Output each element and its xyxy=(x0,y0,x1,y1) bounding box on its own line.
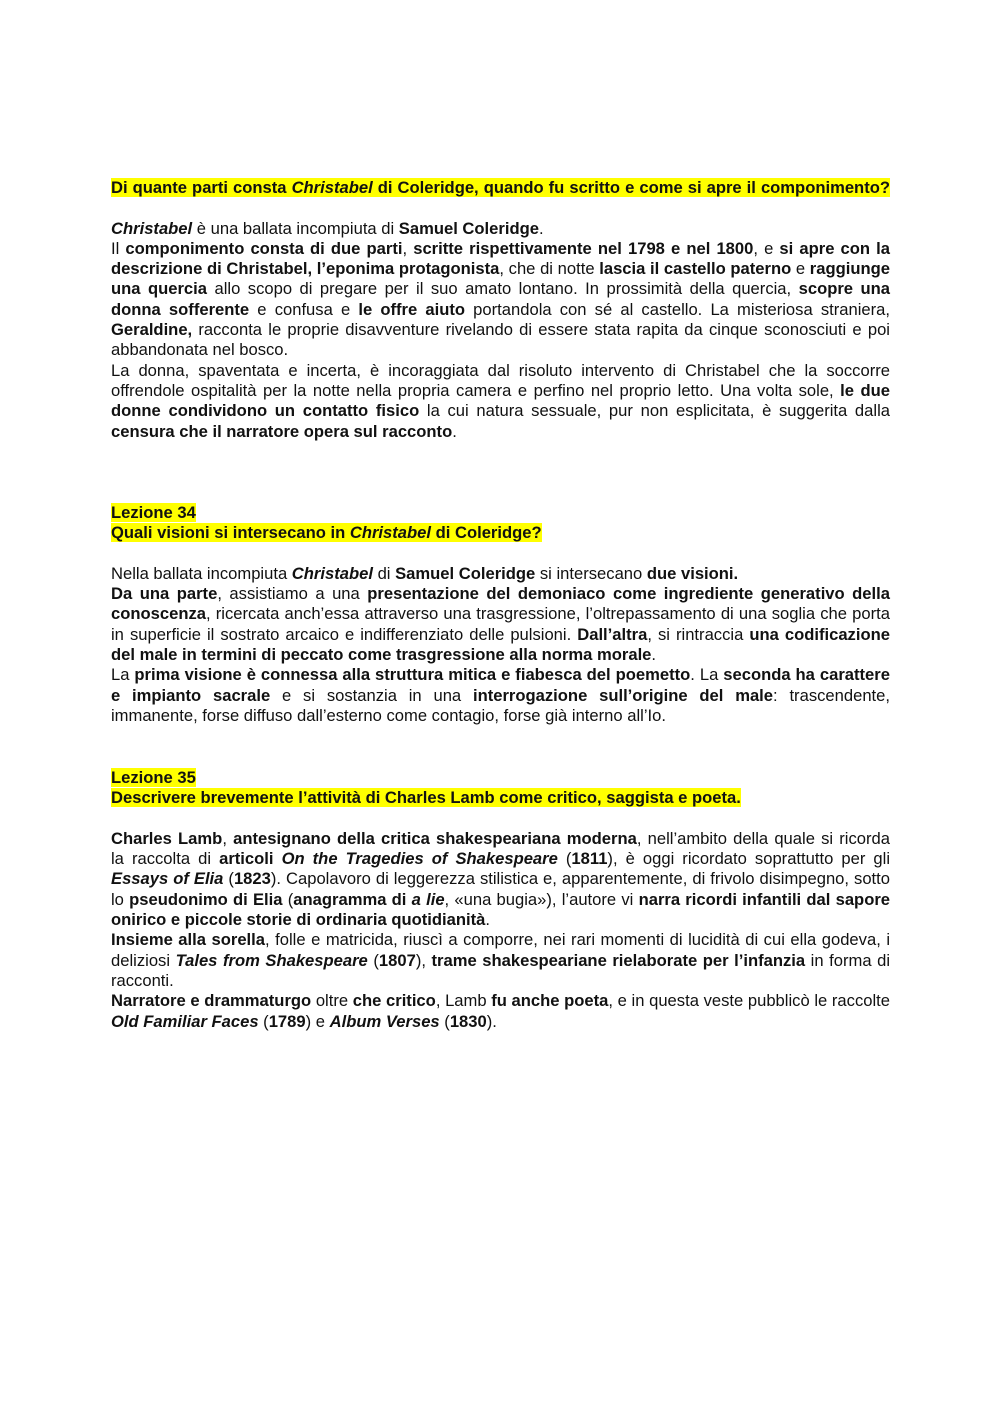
text-run: , che di notte xyxy=(499,259,600,279)
text-run: in forma di racconti. xyxy=(111,950,891,990)
text-run: narra ricordi infantili dal sapore onirico e piccole storie di ordinaria quotidianità xyxy=(111,889,891,930)
question-2 xyxy=(111,523,890,543)
answer-paragraph xyxy=(111,239,890,361)
answer-paragraph xyxy=(111,930,890,991)
text-run: prima visione è connessa alla struttura mitica e fiabesca del poemetto xyxy=(134,665,691,685)
text-run: . xyxy=(452,421,457,441)
text-run: le offre aiuto xyxy=(358,299,466,319)
text-run: ) e xyxy=(305,1011,330,1031)
text-run: 1830 xyxy=(449,1011,487,1031)
answer-paragraph xyxy=(111,829,890,930)
text-run: raggiunge una quercia xyxy=(111,259,890,299)
text-run: articoli xyxy=(219,849,282,869)
text-run: , xyxy=(402,238,414,258)
text-run: , «una bugia»), l’autore vi xyxy=(444,889,639,909)
lesson-heading xyxy=(111,768,890,788)
text-run: le due donne condividono un contatto fisico xyxy=(111,380,890,421)
text-run: che critico xyxy=(352,991,436,1011)
text-run: e si sostanzia in una xyxy=(270,685,473,705)
text-run: 1807 xyxy=(378,950,416,970)
text-run: ( xyxy=(439,1011,450,1031)
question-highlight xyxy=(111,178,890,197)
text-run: Old Familiar Faces xyxy=(111,1011,259,1031)
lesson-heading xyxy=(111,503,890,523)
text-run: 1823 xyxy=(233,869,271,889)
text-run: , Lamb xyxy=(435,991,492,1011)
text-run: Tales from Shakespeare xyxy=(175,950,368,970)
text-run: Album Verses xyxy=(329,1011,440,1031)
question-text: di Coleridge, quando fu scritto e come si apre il componimento? xyxy=(372,178,890,197)
text-run: . xyxy=(485,910,490,930)
text-run: Il xyxy=(111,238,126,258)
text-run: Essays of Elia xyxy=(111,869,224,889)
text-run: On the Tragedies of Shakespeare xyxy=(281,849,558,869)
text-run: , assistiamo a una xyxy=(217,584,368,604)
text-run: si apre con la descrizione di Christabel, l’eponima protagonista xyxy=(111,238,890,279)
text-run: racconta le proprie disavventure rivelando di essere stata rapita da cinque sconosciuti e poi abbandonata nel bosco. xyxy=(111,320,890,360)
lesson-heading-text: Lezione 34 xyxy=(111,503,196,522)
text-run: Charles Lamb xyxy=(111,828,223,848)
text-run: . xyxy=(538,218,544,238)
text-run: Da una parte xyxy=(111,584,218,604)
text-run: Insieme alla sorella xyxy=(111,930,266,950)
text-run: 1811 xyxy=(571,849,608,869)
text-run: due visioni. xyxy=(646,563,739,583)
text-run: ), è oggi ricordato soprattutto per gli xyxy=(607,849,891,869)
answer-paragraph xyxy=(111,361,890,442)
section-lezione-35 xyxy=(111,768,890,1032)
text-run: portandola con sé al castello. La misteriosa straniera, xyxy=(465,299,890,319)
section-christabel-parts xyxy=(111,178,890,442)
text-run: pseudonimo di Elia xyxy=(129,889,283,909)
question-3 xyxy=(111,788,890,808)
text-run: scopre una donna sofferente xyxy=(111,279,890,319)
question-text: Descrivere brevemente l’attività di Charles Lamb come critico, saggista e poeta. xyxy=(111,788,741,808)
answer-paragraph xyxy=(111,665,890,726)
answer-paragraph xyxy=(111,991,890,1032)
text-run: Dall’altra xyxy=(577,624,648,644)
text-run: componimento consta di due parti xyxy=(125,238,403,258)
text-run: : trascendente, immanente, forse diffuso dall’esterno come contagio, forse già interno all’Io. xyxy=(111,685,890,725)
text-run: ( xyxy=(557,849,572,869)
text-run: Christabel xyxy=(111,218,193,238)
text-run: si intersecano xyxy=(535,563,647,583)
text-run: Samuel Coleridge xyxy=(398,218,539,238)
text-run: , ricercata anch’essa attraverso una trasgressione, l’oltrepassamento di una soglia che porta in superficie il sostrato arcaico e indifferenziato delle pulsioni. xyxy=(111,604,890,644)
question-highlight xyxy=(111,523,542,542)
text-run: ( xyxy=(258,1011,269,1031)
answer-paragraph xyxy=(111,584,890,665)
text-run: , nell’ambito della quale si ricorda la raccolta di xyxy=(111,828,890,869)
answer-paragraph xyxy=(111,564,890,584)
text-run: interrogazione sull’origine del male xyxy=(472,685,774,705)
text-run: Geraldine, xyxy=(111,320,193,340)
text-run: ), xyxy=(415,950,432,970)
text-run: . xyxy=(651,645,657,665)
text-run: censura che il narratore opera sul racconto xyxy=(111,421,453,441)
question-text: Di quante parti consta xyxy=(111,178,292,197)
text-run: , e xyxy=(753,238,780,258)
text-run: è una ballata incompiuta di xyxy=(192,218,399,238)
question-title-italic: Christabel xyxy=(349,523,431,543)
text-run: , folle e matricida, riuscì a comporre, nei rari momenti di lucidità di cui ella godeva, i deliziosi xyxy=(111,930,891,970)
text-run: una codificazione del male in termini di peccato come trasgressione alla norma morale xyxy=(111,624,890,665)
text-run: . La xyxy=(690,665,724,685)
text-run: 1789 xyxy=(268,1011,306,1031)
text-run: scritte rispettivamente nel 1798 e nel 1800 xyxy=(413,238,754,258)
text-run: lascia il castello paterno xyxy=(599,259,792,279)
text-run: anagramma di xyxy=(293,889,412,909)
lesson-heading-text: Lezione 35 xyxy=(111,768,196,787)
text-run: seconda ha carattere e impianto sacrale xyxy=(111,665,890,705)
text-run: ). Capolavoro di leggerezza stilistica e, apparentemente, di frivolo disimpegno, sotto lo xyxy=(111,869,890,909)
text-run: Nella ballata incompiuta xyxy=(111,563,292,583)
question-text: di Coleridge? xyxy=(431,523,542,543)
text-run: , si rintraccia xyxy=(647,624,750,644)
text-run: la cui natura sessuale, pur non esplicitata, è suggerita dalla xyxy=(419,401,890,421)
text-run: trame shakespeariane rielaborate per l’infanzia xyxy=(431,950,806,970)
text-run: a lie xyxy=(411,889,445,909)
text-run: fu anche poeta xyxy=(491,991,609,1011)
question-title-italic: Christabel xyxy=(291,178,373,197)
text-run: , xyxy=(222,828,234,848)
question-1 xyxy=(111,178,890,198)
text-run: di xyxy=(372,563,396,583)
text-run: e confusa e xyxy=(249,299,359,319)
text-run: antesignano della critica shakespeariana moderna xyxy=(233,828,637,848)
answer-paragraph xyxy=(111,219,890,239)
text-run: presentazione del demoniaco come ingrediente generativo della conoscenza xyxy=(111,584,890,624)
text-run: , e in questa veste pubblicò le raccolte xyxy=(608,991,890,1011)
text-run: La xyxy=(111,665,135,685)
text-run: Samuel Coleridge xyxy=(395,563,536,583)
section-lezione-34 xyxy=(111,503,890,726)
question-text: Quali visioni si intersecano in xyxy=(111,523,350,543)
text-run: ( xyxy=(367,950,379,970)
text-run: La donna, spaventata e incerta, è incoraggiata dal risoluto intervento di Christabel che la soccorre offrendole ospitalità per la notte nella propria camera e perfino nel proprio letto. Una volta sole, xyxy=(111,360,890,400)
text-run: Christabel xyxy=(291,563,373,583)
text-run: ). xyxy=(486,1011,497,1031)
text-run: oltre xyxy=(311,991,353,1011)
text-run: allo scopo di pregare per il suo amato lontano. In prossimità della quercia, xyxy=(207,279,799,299)
text-run: ( xyxy=(282,889,294,909)
text-run: e xyxy=(791,259,810,279)
text-run: Narratore e drammaturgo xyxy=(111,991,312,1011)
text-run: ( xyxy=(223,869,234,889)
